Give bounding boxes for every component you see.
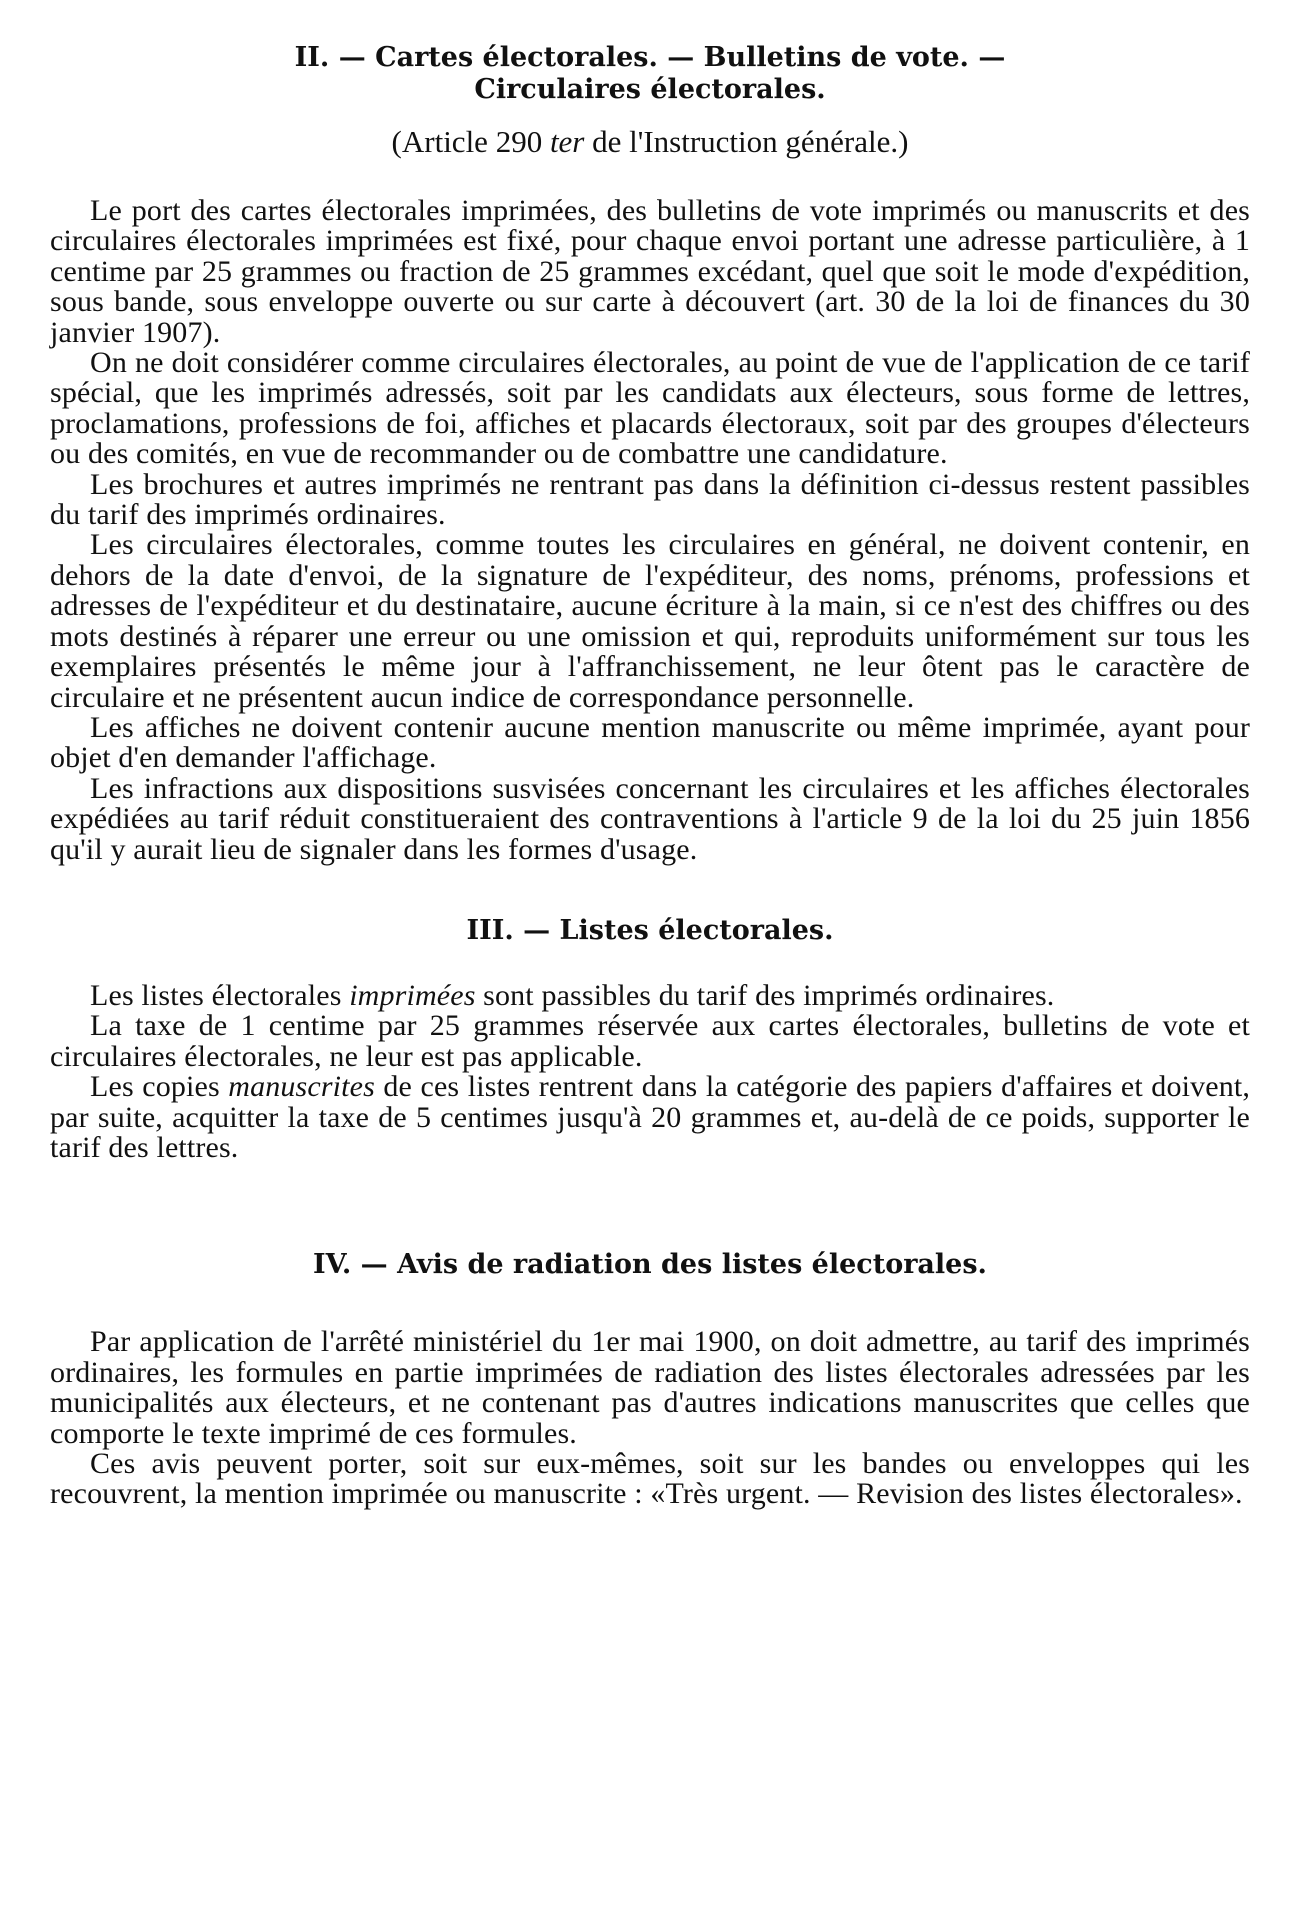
- subtitle-text-after: de l'Instruction générale.): [584, 124, 909, 159]
- section-4-paragraph-1: Par application de l'arrêté ministériel du 1er mai 1900, on doit admettre, au tarif des imprimés ordinaires, les formules en partie imprimées de radiation des listes électorales adressées par les municipalités aux électeurs, et ne contenant pas d'autres indications manuscrites que celles que comporte le texte imprimé de ces formules.: [50, 1325, 1250, 1450]
- section-2-paragraph-5: Les affiches ne doivent contenir aucune mention manuscrite ou même imprimée, ayant pour objet d'en demander l'affichage.: [50, 710, 1250, 775]
- section-2-subtitle: [50, 124, 1250, 160]
- section-3-title: III. — Listes électorales.: [466, 914, 834, 946]
- s3-p3-manuscrites: manuscrites: [228, 1070, 375, 1104]
- section-2-paragraph-3: Les brochures et autres imprimés ne rentrant pas dans la définition ci-dessus restent passibles du tarif des imprimés ordinaires.: [50, 467, 1250, 532]
- section-3-paragraph-1: [50, 978, 1250, 1012]
- section-2-paragraph-4: Les circulaires électorales, comme toutes les circulaires en général, ne doivent contenir, en dehors de la date d'envoi, de la signature de l'expéditeur, des noms, prénoms, professions et adresses de l'expéditeur et du destinataire, aucune écriture à la main, si ce n'est des chiffres ou des mots destinés à réparer une erreur ou une omission et qui, reproduits uniformément sur tous les exemplaires présentés le même jour à l'affranchissement, ne leur ôtent pas le caractère de circulaire et ne présentent aucun indice de correspondance personnelle.: [50, 528, 1250, 714]
- s3-p3-before: Les copies: [90, 1070, 229, 1104]
- section-2-paragraph-2: On ne doit considérer comme circulaires électorales, au point de vue de l'application de ce tarif spécial, que les imprimés adressés, soit par les candidats aux électeurs, sous forme de lettres, proclamations, professions de foi, affiches et placards électoraux, soit par des groupes d'électeurs ou des comités, en vue de recommander ou de combattre une candidature.: [50, 346, 1250, 471]
- section-4-title: IV. — Avis de radiation des listes électorales.: [313, 1249, 987, 1281]
- section-2-title-line-1: II. — Cartes électorales. — Bulletins de vote. —: [294, 42, 1006, 73]
- s3-p1-imprimees: imprimées: [349, 978, 476, 1012]
- s3-p1-before: Les listes électorales: [90, 978, 350, 1012]
- subtitle-article-number: 290: [495, 124, 543, 159]
- section-3-paragraph-3: [50, 1072, 1250, 1163]
- section-2-paragraph-1: Le port des cartes électorales imprimées, des bulletins de vote imprimés ou manuscrits et des circulaires électorales imprimées est fixé, pour chaque envoi portant une adresse particulière, à 1 centime par 25 grammes ou fraction de 25 grammes excédant, quel que soit le mode d'expédition, sous bande, sous enveloppe ouverte ou sur carte à découvert (art. 30 de la loi de finances du 30 janvier 1907).: [50, 194, 1250, 349]
- section-3-paragraph-2: La taxe de 1 centime par 25 grammes réservée aux cartes électorales, bulletins de vote et circulaires électorales, ne leur est pas applicable.: [50, 1009, 1250, 1073]
- section-2-title: [50, 42, 1250, 106]
- s3-p3-after: de ces listes rentrent dans la catégorie des papiers d'affaires et doivent, par suite, acquitter la taxe de 5 centimes jusqu'à 20 grammes et, au-delà de ce poids, supporter le tarif des lettres.: [50, 1070, 1250, 1164]
- subtitle-text-before: (Article: [391, 124, 496, 159]
- subtitle-ter: ter: [542, 124, 585, 159]
- section-4-paragraph-2: Ces avis peuvent porter, soit sur eux-mêmes, soit sur les bandes ou enveloppes qui les recouvrent, la mention imprimée ou manuscrite : «Très urgent. — Revision des listes électorales».: [50, 1447, 1250, 1511]
- section-2-title-line-2: Circulaires électorales.: [474, 74, 826, 105]
- s3-p1-after: sont passibles du tarif des imprimés ordinaires.: [475, 978, 1055, 1012]
- section-2-paragraph-6: Les infractions aux dispositions susvisées concernant les circulaires et les affiches électorales expédiées au tarif réduit constitueraient des contraventions à l'article 9 de la loi du 25 juin 1856 qu'il y aurait lieu de signaler dans les formes d'usage.: [50, 771, 1250, 866]
